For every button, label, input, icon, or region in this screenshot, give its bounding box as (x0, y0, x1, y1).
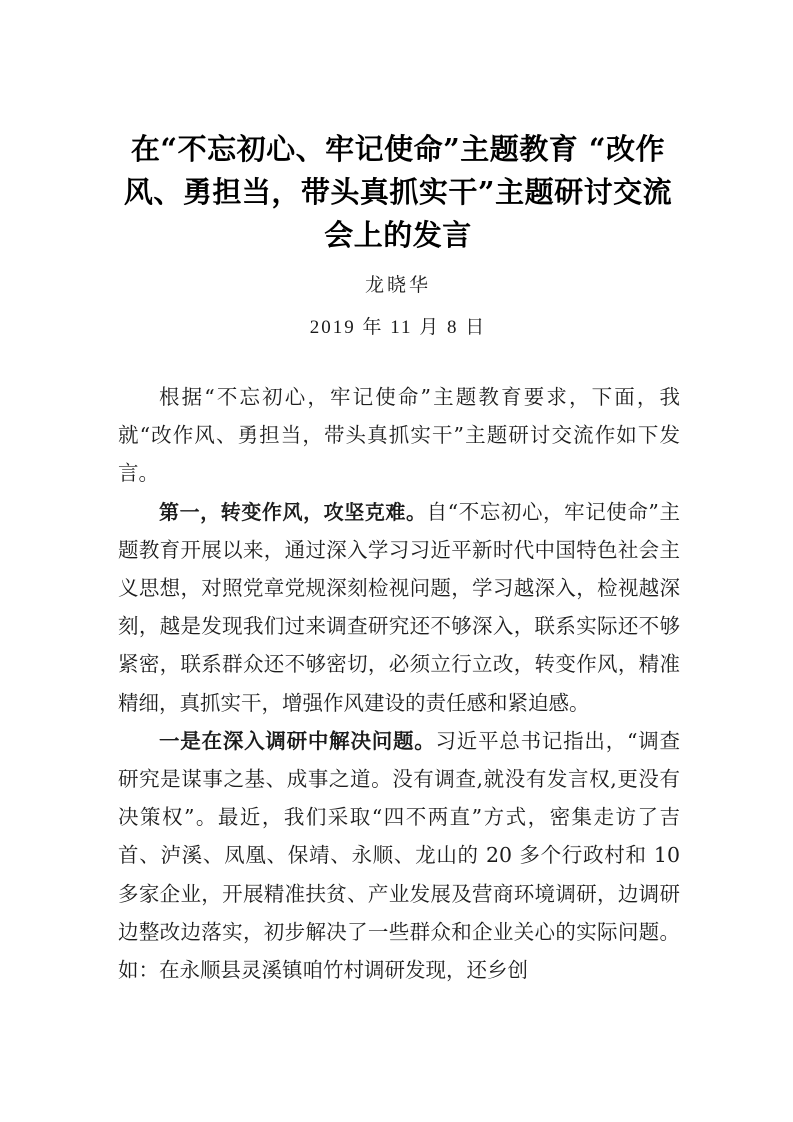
document-body (118, 378, 680, 989)
paragraph-lead-point-one: 一是在深入调研中解决问题。 (159, 728, 436, 753)
document-author: 龙晓华 (364, 274, 431, 296)
paragraph-section-one (118, 493, 680, 722)
paragraph-intro (118, 378, 680, 493)
paragraph-text-point-one: 习近平总书记指出，“调查研究是谋事之基、成事之道。没有调查,就没有发言权,更没有决策权”。最近，我们采取“四不两直”方式，密集走访了吉首、泸溪、凤凰、保靖、永顺、龙山的 20 多个行政村和 10 多家企业，开展精准扶贫、产业发展及营商环境调研，边调研边整改边落实，初步解决了一些群众和企业关心的实际问题。如：在永顺县灵溪镇咱竹村调研发现，还乡创 (118, 728, 680, 983)
document-date: 2019 年 11 月 8 日 (309, 317, 487, 338)
page-title: 在“不忘初心、牢记使命”主题教育 “改作风、勇担当，带头真抓实干”主题研讨交流会上的发言 (123, 132, 673, 252)
paragraph-lead-section-one: 第一，转变作风，攻坚克难。 (159, 499, 427, 524)
paragraph-point-one (118, 722, 680, 989)
paragraph-text-intro: 根据“不忘初心，牢记使命”主题教育要求，下面，我就“改作风、勇担当，带头真抓实干”主题研讨交流作如下发言。 (118, 385, 680, 486)
paragraph-text-section-one: 自“不忘初心，牢记使命”主题教育开展以来，通过深入学习习近平新时代中国特色社会主义思想，对照党章党规深刻检视问题，学习越深入，检视越深刻，越是发现我们过来调查研究还不够深入，联系实际还不够紧密，联系群众还不够密切，必须立行立改，转变作风，精准精细，真抓实干，增强作风建设的责任感和紧迫感。 (118, 499, 680, 715)
